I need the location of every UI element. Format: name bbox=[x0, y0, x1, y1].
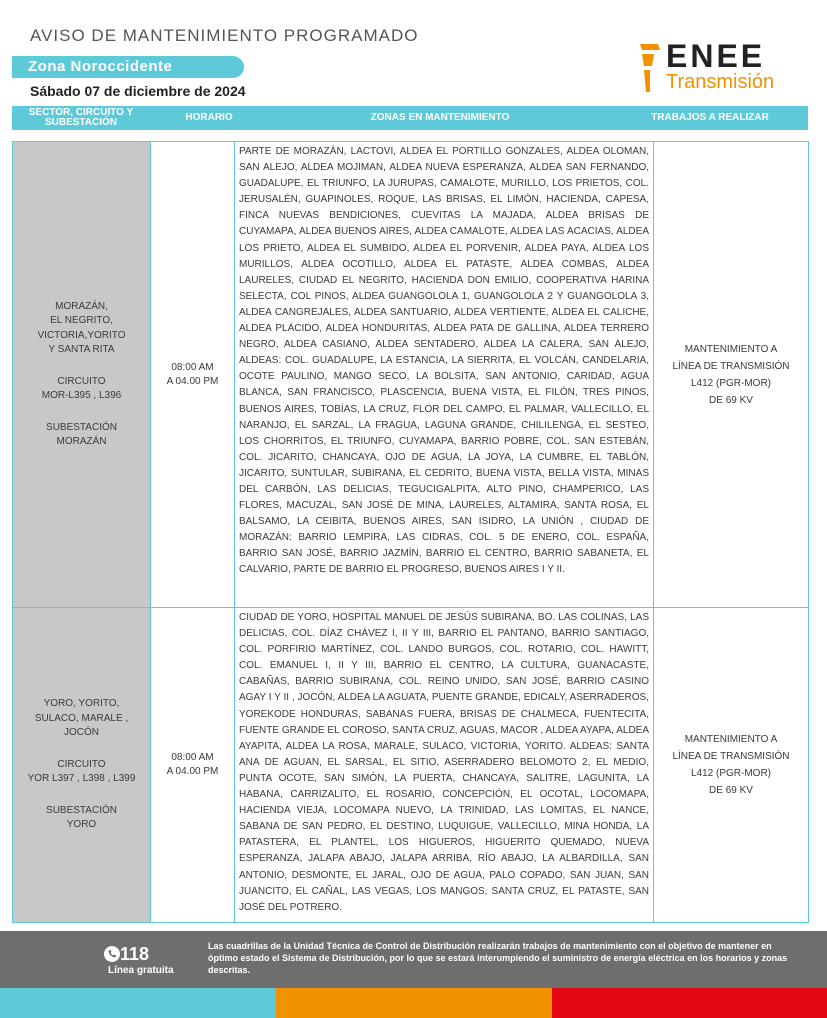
sector-cell bbox=[13, 608, 151, 923]
logo-mark-icon bbox=[638, 42, 662, 94]
enee-logo bbox=[638, 40, 808, 98]
sector-cell bbox=[13, 142, 151, 608]
zones-cell bbox=[235, 608, 654, 923]
circuit-info: CIRCUITO MOR-L395 , L396 bbox=[41, 375, 122, 401]
column-header-sector-line2: SUBESTACIÓN bbox=[44, 117, 118, 128]
column-header-zonas: ZONAS EN MANTENIMIENTO bbox=[370, 112, 510, 123]
stripe-orange bbox=[276, 988, 552, 1018]
sector-names: MORAZÁN, EL NEGRITO, VICTORIA,YORITO Y SANTA RITA bbox=[37, 300, 126, 355]
schedule-cell: 08:00 AM A 04.00 PM bbox=[151, 142, 235, 608]
work-cell: MANTENIMIENTO A LÍNEA DE TRANSMISIÓN L412 (PGR-MOR) DE 69 KV bbox=[654, 608, 809, 923]
column-header-sector-line1: SECTOR, CIRCUITO Y bbox=[28, 107, 134, 118]
zones-text: PARTE DE MORAZÁN, LACTOVI, ALDEA EL PORTILLO GONZALES, ALDEA OLOMAN, SAN ALEJO, ALDEA MOJIMAN, ALDEA NUEVA ESPERANZA, ALDEA SAN FERNANDO, GUADALUPE, EL TRIUNFO, LA JURUPAS, CAMALOTE, MURILLO, LOS PRIETOS, COL. JERUSALÉN, GUAPINOLES, ROQUE, LAS BRISAS, EL LIMÓN, HACIENDA, CAPESA, FINCA NUEVAS BENDICIONES, CUEVITAS LA MAJADA, ALDEA BRISAS DE CUYAMAPA, ALDEA BUENOS AIRES, ALDEA CAMALOTE, ALDEA LAS ACACIAS, ALDEA LOS PRIETO, ALDEA EL SUMBIDO, ALDEA EL PORVENIR, ALDEA PAYA, ALDEA LOS MURILLOS, ALDEA OCOTILLO, ALDEA EL PATASTE, ALDEA COMBAS, ALDEA LAURELES, CIUDAD EL NEGRITO, HACIENDA DON EMILIO, COOPERATIVA HARINA SELECTA, COL PINOS, ALDEA GUANGOLOLA 1, GUANGOLOLA 2 Y GUANGOLOLA 3, ALDEA CANGREJALES, ALDEA SANTUARIO, ALDEA VERTIENTE, ALDEA EL CALICHE, ALDEA PLÁCIDO, ALDEA HONDURITAS, ALDEA PATA DE GALLINA, ALDEA TERRERO NEGRO, ALDEA CASIANO, ALDEA SENTADERO, ALDEA LA CALERA, SAN ALEJO, ALDEAS: COL. GUADALUPE, LA ESTANCIA, LA SIERRITA, EL VOLCÁN, CANDELARIA, OCOTE PAULINO, MANGO SECO, LA BOLSITA, SAN ANTONIO, CARIDAD, AGUA BLANCA, SAN FRANCISCO, PLASCENCIA, BUENA VISTA, EL FILÓN, TRES PINOS, BUENOS AIRES, TOBÍAS, LA CRUZ, FLOR DEL CAMPO, EL PALMAR, VALLECILLO, EL NARANJO, EL SARZAL, LA FRAGUA, LAGUNA GRANDE, CHILILENGA, EL SESTEO, LOS CHORRITOS, EL TRIUNFO, CUYAMAPA, BARRIO POBRE, COL. SAN ESTEBÁN, COL. JICARITO, CHANCAYA, OJO DE AGUA, LA JOYA, LA CUMBRE, EL TABLÓN, JICARITO, SUNTULAR, SUBIRANA, EL CEDRITO, BUENA VISTA, BELLA VISTA, MINAS DEL CARBÓN, LAS DELICIAS, TEGUCIGALPITA, ALTO PINO, CHAMPERICO, LAS FLORES, MACUZAL, SAN JOSÉ DE MINA, LAURELES, ALTAMIRA, SANTA ROSA, EL BALSAMO, LA CEIBITA, BUENOS AIRES, SAN ISIDRO, LA UNIÓN , CIUDAD DE MORAZÁN: BARRIO LEMPIRA, LAS CIDRAS, COL. 5 DE ENERO, COL. ESPAÑA, BARRIO SAN JOSÉ, BARRIO JAZMÍN, BARRIO EL CENTRO, BARRIO SABANETA, EL CALVARIO, PARTE DE BARRIO EL PROGRESO, BUENOS AIRES I Y II. bbox=[239, 146, 649, 576]
circuit-info: CIRCUITO YOR L397 , L398 , L399 bbox=[27, 758, 136, 785]
phone-icon bbox=[104, 946, 120, 962]
hotline-number: 118 bbox=[120, 944, 150, 964]
table-row bbox=[13, 608, 809, 923]
work-cell: MANTENIMIENTO A LÍNEA DE TRANSMISIÓN L412 (PGR-MOR) DE 69 KV bbox=[654, 142, 809, 608]
table-row bbox=[13, 142, 809, 608]
zones-text: CIUDAD DE YORO, HOSPITAL MANUEL DE JESÚS SUBIRANA, BO. LAS COLINAS, LAS DELICIAS, COL. DÍAZ CHÁVEZ I, II Y III, BARRIO EL PANTANO, BARRIO SANTIAGO, COL. PORFIRIO MARTÍNEZ, COL. LANDO BURGOS, COL. ROTARIO, COL. HAWITT, COL. EMANUEL I, II Y III, BARRIO EL CENTRO, LA CULTURA, GUANACASTE, CABAÑAS, BARRIO SUBIRANA, COL. REINO UNIDO, SAN JOSÉ, BARRIO CASINO AGAY I Y II , JOCÓN, ALDEA LA AGUATA, PUENTE GRANDE, EDICALY, ASERRADEROS, YOREKODE HONDURAS, SABANAS FUERA, BRISAS DE CHALMECA, FUENTECITA, FUENTE GRANDE EL COROSO, SANTA CRUZ, AGUAS, MACOR , ALDEA AYAPA, ALDEA AYAPITA, ALDEA LA ROSA, MARALE, SULACO, VICTORIA, YORITO. ALDEAS: SANTA ANA DE AGUAN, EL SARSAL, EL SITIO, ASERRADERO BELOMOTO 2, EL MEDIO, PUNTA OCOTE, SAN SIMÓN, LA PUERTA, CHANCAYA, SALITRE, LAGUNITA, LA HABANA, CARRIZALITO, EL ROSARIO, CONCEPCIÓN, EL OCOTAL, LOCOMAPA, HACIENDA VIEJA, LOCOMAPA NUEVO, LA TRINIDAD, LAS LOMITAS, EL NANCE, SABANA DE SAN PEDRO, EL DESTINO, LUQUIGUE, VALLECILLO, MINA HONDA, LA PATASTERA, EL PLANTEL, LOS HIGUEROS, HIGUERITO QUEMADO, NUEVA ESPERANZA, JALAPA ABAJO, JALAPA ARRIBA, RÍO ABAJO, LA ALBARDILLA, SAN ANTONIO, DESMONTE, EL JARAL, OJO DE AGUA, PALO COPADO, SAN JUAN, SAN JUANCITO, EL CAÑAL, LAS VEGAS, LOS MANGOS, SANTA CRUZ, EL PATASTE, SAN JOSÉ DEL POTRERO. bbox=[239, 612, 649, 913]
maintenance-table bbox=[12, 141, 809, 923]
substation-info: SUBESTACIÓN MORAZÁN bbox=[46, 421, 117, 447]
substation-info: SUBESTACIÓN YORO bbox=[46, 804, 117, 831]
zone-label: Zona Noroccidente bbox=[12, 56, 244, 78]
stripe-red bbox=[552, 988, 827, 1018]
sector-names: YORO, YORITO, SULACO, MARALE , JOCÓN bbox=[34, 698, 129, 739]
schedule-cell: 08:00 AM A 04.00 PM bbox=[151, 608, 235, 923]
column-header-trabajos: TRABAJOS A REALIZAR bbox=[651, 112, 769, 123]
date-label: Sábado 07 de diciembre de 2024 bbox=[30, 83, 246, 99]
stripe-blue bbox=[0, 988, 276, 1018]
logo-enee-text: ENEE bbox=[666, 38, 766, 74]
column-header-sector bbox=[12, 106, 150, 130]
column-header-horario: HORARIO bbox=[185, 112, 233, 123]
hotline-label: Línea gratuita bbox=[108, 965, 174, 976]
footer-notice: Las cuadrillas de la Unidad Técnica de Control de Distribución realizarán trabajos de mantenimiento con el objetivo de mantener en óptimo estado el Sistema de Distribución, por lo que se estará interumpiendo el suministro de energía eléctrica en los horarios y zonas descritas. bbox=[208, 941, 788, 975]
table-header bbox=[12, 106, 808, 130]
zones-cell bbox=[235, 142, 654, 608]
logo-transmision-text: Transmisión bbox=[666, 71, 775, 93]
page-title: AVISO DE MANTENIMIENTO PROGRAMADO bbox=[30, 26, 419, 45]
